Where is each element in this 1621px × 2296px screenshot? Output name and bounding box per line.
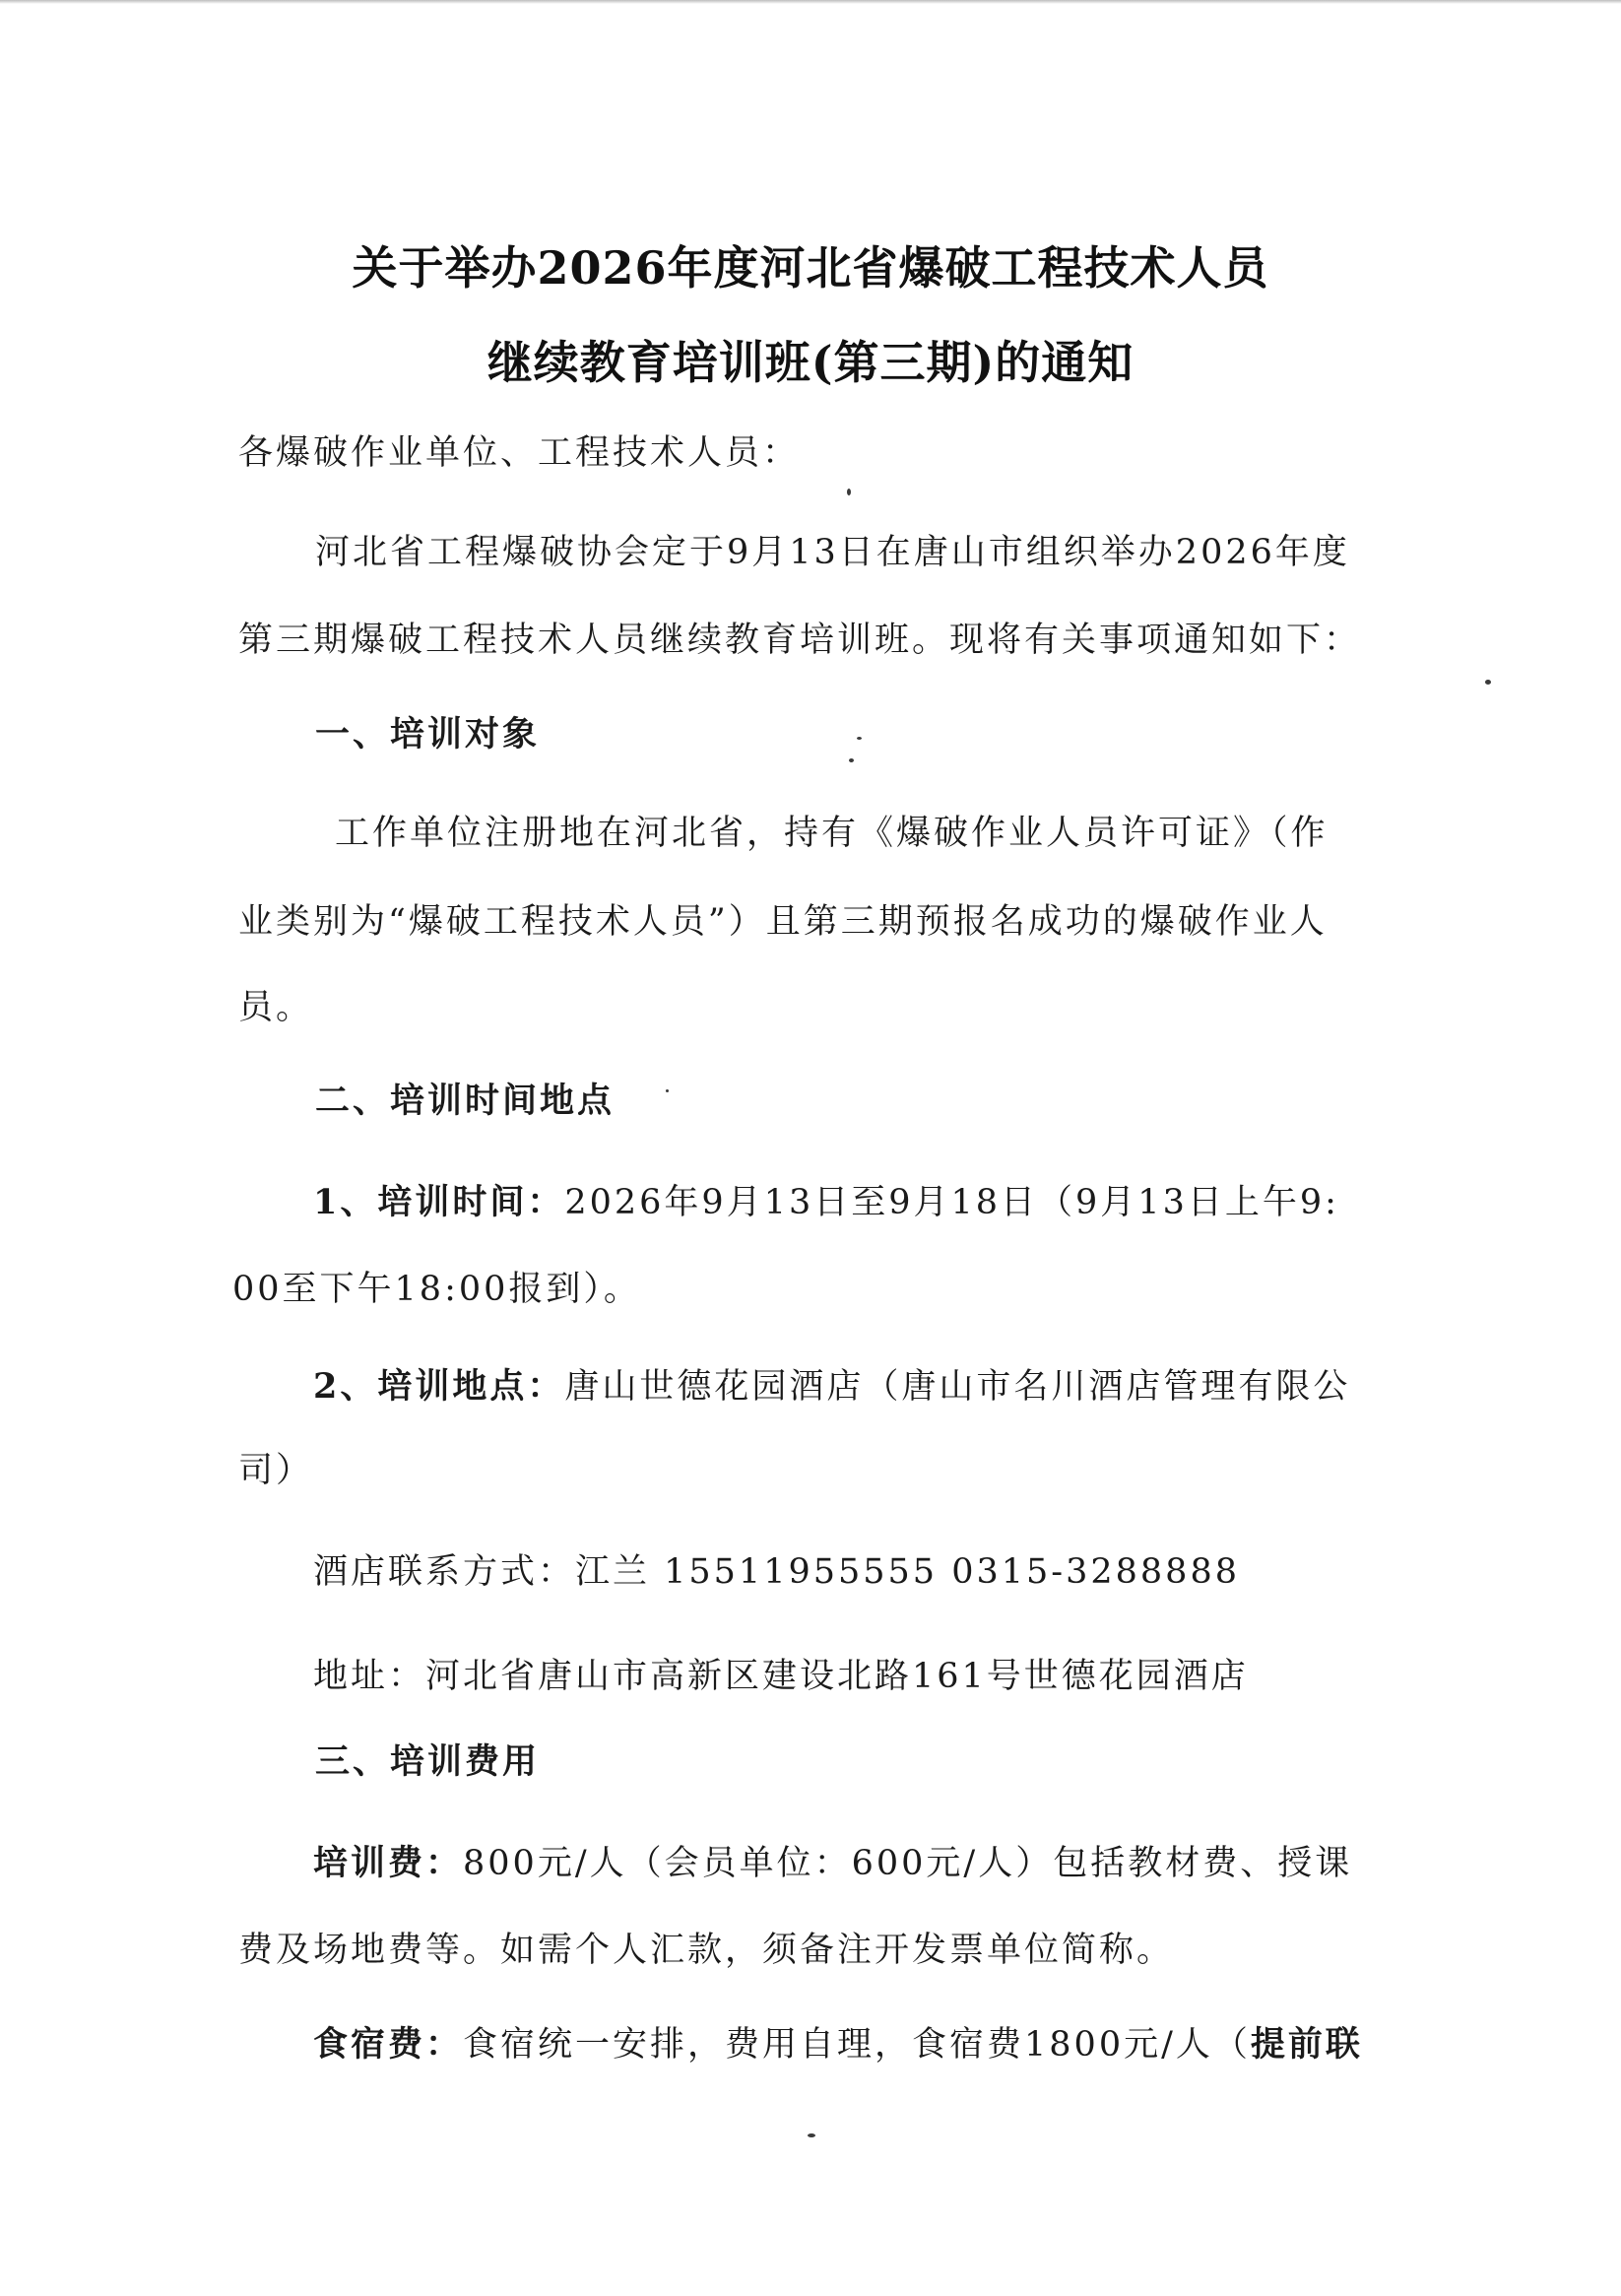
board-fee-label: 食宿费： (313, 2024, 464, 2065)
hotel-address: 地址：河北省唐山市高新区建设北路161号世德花园酒店 (313, 1657, 1249, 1696)
section3-heading: 三、培训费用 (315, 1741, 541, 1782)
section1-body-line2: 业类别为“爆破工程技术人员”）且第三期预报名成功的爆破作业人 (238, 902, 1328, 942)
training-fee-label: 培训费： (313, 1843, 464, 1883)
scan-speck (808, 2133, 815, 2137)
section1-heading: 一、培训对象 (315, 714, 541, 754)
scan-speck (857, 737, 862, 740)
hotel-contact: 酒店联系方式：江兰 15511955555 0315-3288888 (313, 1552, 1240, 1592)
scan-speck (1485, 680, 1491, 685)
training-time-line2: 00至下午18:00报到）。 (232, 1270, 641, 1309)
training-place-line1 (313, 1367, 1350, 1407)
section2-heading: 二、培训时间地点 (315, 1081, 616, 1121)
salutation: 各爆破作业单位、工程技术人员： (238, 433, 801, 473)
scan-speck (666, 1089, 669, 1092)
training-time-label: 1、培训时间： (313, 1182, 565, 1222)
document-title-line2: 继续教育培训班(第三期)的通知 (486, 336, 1135, 389)
section1-body-line1: 工作单位注册地在河北省，持有《爆破作业人员许可证》（作 (335, 814, 1329, 853)
training-place-value: 唐山世德花园酒店（唐山市名川酒店管理有限公 (564, 1367, 1351, 1407)
scan-speck (847, 489, 851, 495)
training-time-value: 2026年9月13日至9月18日（9月13日上午9: (564, 1183, 1339, 1222)
training-time-line1 (313, 1183, 1339, 1222)
training-fee-line1 (313, 1844, 1352, 1883)
training-place-label: 2、培训地点： (313, 1366, 565, 1407)
training-fee-value: 800元/人（会员单位：600元/人）包括教材费、授课 (463, 1844, 1353, 1883)
board-fee-emphasis: 提前联 (1250, 2024, 1363, 2065)
training-fee-line2: 费及场地费等。如需个人汇款，须备注开发票单位简称。 (238, 1931, 1175, 1970)
board-fee-value: 食宿统一安排，费用自理，食宿费1800元/人（ (463, 2025, 1251, 2065)
scan-top-edge (0, 0, 1621, 4)
training-place-line2: 司） (238, 1451, 314, 1490)
board-fee-line1 (313, 2025, 1363, 2065)
document-title-line1: 关于举办2026年度河北省爆破工程技术人员 (352, 241, 1269, 295)
scan-speck (849, 758, 854, 762)
intro-line2: 第三期爆破工程技术人员继续教育培训班。现将有关事项通知如下： (238, 621, 1362, 660)
intro-line1: 河北省工程爆破协会定于9月13日在唐山市组织举办2026年度 (315, 533, 1350, 572)
section1-body-line3: 员。 (238, 988, 314, 1027)
